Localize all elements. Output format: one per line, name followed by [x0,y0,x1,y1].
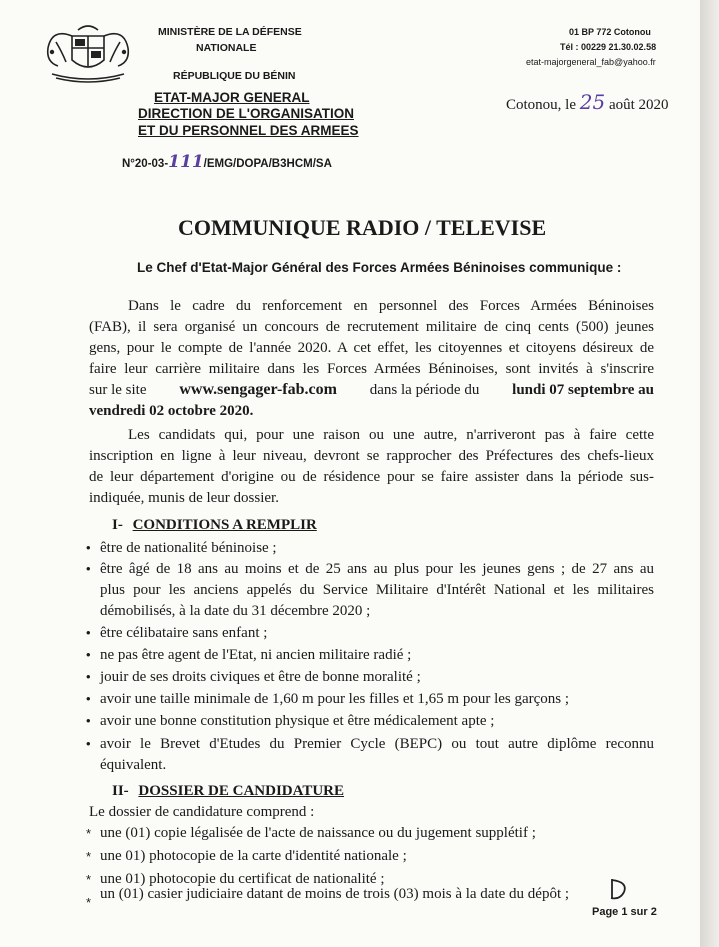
bullet-icon: • [86,691,91,706]
bullet-icon: • [86,713,91,728]
ministry-line1: MINISTÈRE DE LA DÉFENSE [158,26,302,38]
intro-p1-line2: (FAB), il sera organisé un concours de recrutement militaire de cinq cents (500) jeunes [89,319,654,335]
intro-p1-line4: faire leur carrière militaire dans les Forces Armées Béninoises, sont invités à s'inscrire [89,361,654,377]
bullet-icon: • [86,540,91,555]
condition-item-cont: équivalent. [100,757,167,773]
intro-p1-line5-b: dans la période du [369,382,480,398]
ref-suffix: /EMG/DOPA/B3HCM/SA [203,158,332,170]
condition-item-cont: démobilisés, à la date du 31 décembre 2020 ; [100,603,371,619]
page-sep: sur [630,906,648,918]
intro-p2-line2: inscription en ligne à leur niveau, devront se rapprocher des Préfectures des chefs-lieux [89,448,654,464]
page-indicator [592,906,657,918]
condition-item: ne pas être agent de l'Etat, ni ancien militaire radié ; [100,647,412,663]
intro-p1-line5-a: sur le site [89,382,147,398]
section2-heading [112,781,344,801]
reference-number [122,152,332,172]
dossier-item: une 01) photocopie de la carte d'identité nationale ; [100,848,407,864]
date-month-year: août 2020 [608,97,669,113]
bullet-icon: • [86,561,91,576]
coat-of-arms-icon [42,22,134,84]
condition-item: avoir le Brevet d'Etudes du Premier Cycle (BEPC) ou tout autre diplôme reconnu [100,736,654,752]
dossier-item: une (01) copie légalisée de l'acte de naissance ou du jugement supplétif ; [100,825,536,841]
registration-end-date: vendredi 02 octobre 2020. [89,403,254,419]
asterisk-bullet-icon: * [86,872,92,887]
ref-prefix: N°20-03- [122,158,169,170]
section2-intro: Le dossier de candidature comprend : [89,804,315,820]
intro-p1-line1: Dans le cadre du renforcement en personnel des Forces Armées Béninoises [128,298,654,314]
place-date-prefix: Cotonou, le [506,97,576,113]
contact-tel: Tél : 00229 21.30.02.58 [560,42,657,52]
page-shadow [700,0,719,947]
asterisk-bullet-icon: * [86,826,92,841]
bullet-icon: • [86,669,91,684]
intro-p1-line5 [89,380,654,400]
contact-bp: 01 BP 772 Cotonou [569,27,651,37]
place-date [506,90,669,114]
dossier-item: une 01) photocopie du certificat de nationalité ; [100,871,385,887]
contact-email: etat-majorgeneral_fab@yahoo.fr [526,57,656,67]
ref-handwritten-number: 111 [168,152,204,172]
ministry-line2: NATIONALE [196,42,257,54]
condition-item: être de nationalité béninoise ; [100,540,277,556]
condition-item: être célibataire sans enfant ; [100,625,268,641]
condition-item: avoir une bonne constitution physique et être médicalement apte ; [100,713,495,729]
website-link[interactable]: www.sengager-fab.com [179,381,337,398]
asterisk-bullet-icon: * [86,849,92,864]
section1-title: CONDITIONS A REMPLIR [132,517,317,533]
condition-item: être âgé de 18 ans au moins et de 25 ans au plus pour les jeunes gens ; de 27 ans au [100,561,654,577]
org-line2: DIRECTION DE L'ORGANISATION [138,106,354,121]
section1-number: I- [112,517,123,533]
document-subtitle: Le Chef d'Etat-Major Général des Forces Armées Béninoises communique : [137,260,622,275]
org-line1: ETAT-MAJOR GENERAL [154,90,310,105]
intro-p2-line3: de leur département d'origine ou de résidence pour se faire assister dans la période sus- [89,469,654,485]
page-prefix: Page [592,906,619,918]
intro-p2-line1: Les candidats qui, pour une raison ou une autre, n'arriveront pas à faire cette [128,427,654,443]
condition-item: avoir une taille minimale de 1,60 m pour les filles et 1,65 m pour les garçons ; [100,691,570,707]
condition-item-cont: plus pour les anciens appelés du Service Militaire d'Intérêt National et les militaires [100,582,654,598]
bullet-icon: • [86,647,91,662]
bullet-icon: • [86,625,91,640]
org-line3: ET DU PERSONNEL DES ARMEES [138,123,359,138]
date-day-handwritten: 25 [579,90,606,114]
bullet-icon: • [86,736,91,751]
intro-p1-line3: gens, pour le compte de l'année 2020. A cet effet, les citoyennes et citoyens désireux de [89,340,654,356]
page-number: 1 [621,906,628,918]
document-title: COMMUNIQUE RADIO / TELEVISE [178,215,547,240]
dossier-item: un (01) casier judiciaire datant de moins de trois (03) mois à la date du dépôt ; [100,886,570,902]
page-total: 2 [650,906,657,918]
condition-item: jouir de ses droits civiques et être de bonne moralité ; [100,669,421,685]
handwritten-initial-mark [606,876,630,902]
section2-title: DOSSIER DE CANDIDATURE [138,783,345,799]
section1-heading [112,515,317,535]
registration-start-date: lundi 07 septembre au [512,382,654,398]
section2-number: II- [112,783,129,799]
asterisk-bullet-icon: * [86,895,92,910]
intro-p2-line4: indiquée, munis de leur dossier. [89,490,279,506]
republic-line: RÉPUBLIQUE DU BÉNIN [173,70,296,82]
